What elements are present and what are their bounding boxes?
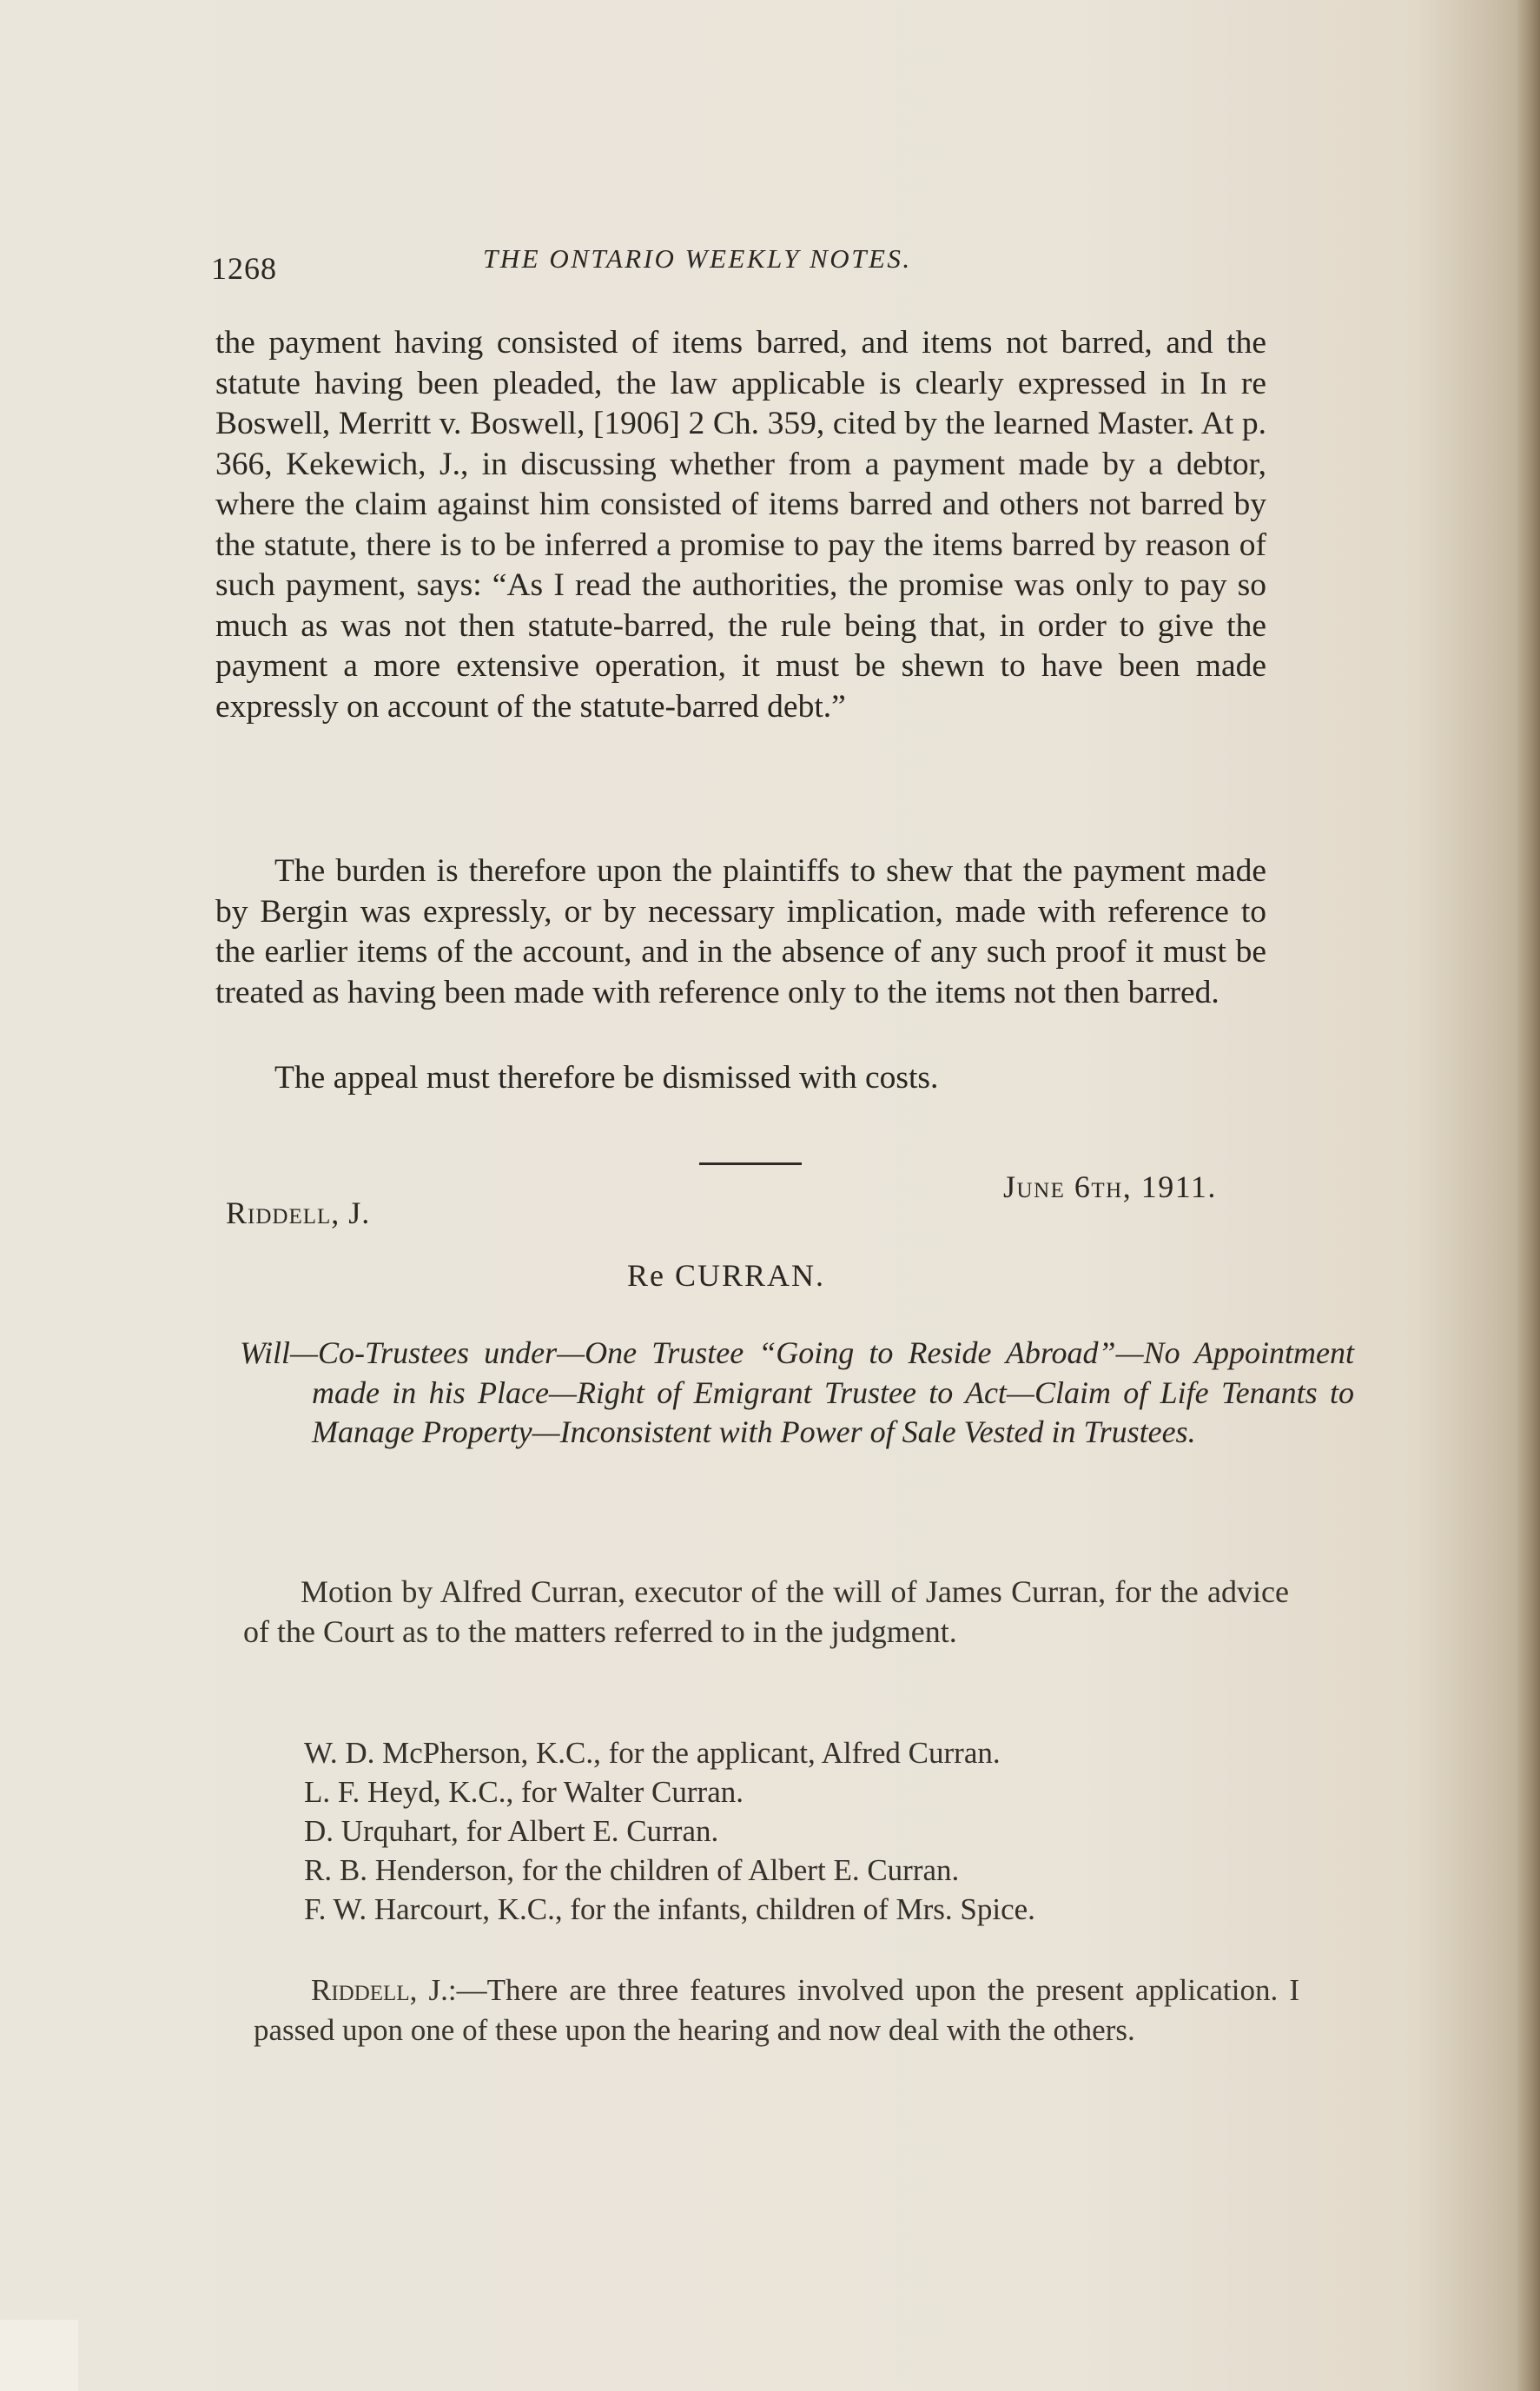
page-edge-shadow xyxy=(1516,0,1540,2391)
paragraph-dismissal: The appeal must therefore be dismissed with costs. xyxy=(274,1060,939,1096)
judgment-text: :—There are three features involved upon the present application. I passed upon one of these upon the hearing and now deal with the others. xyxy=(254,1973,1299,2047)
judge-name: Riddell, J. xyxy=(226,1196,371,1230)
counsel-entry: D. Urquhart, for Albert E. Curran. xyxy=(304,1814,719,1848)
case-title: Re CURRAN. xyxy=(627,1258,826,1293)
judgment-speaker: Riddell, J. xyxy=(311,1973,448,2007)
paragraph-continued: the payment having consisted of items barred, and items not barred, and the statute having been pleaded, the law applicable is clearly expressed in In re Boswell, Merritt v. Boswell, [1906] 2 Ch. 359, cited by the learned Master. At p. 366, Kekewich, J., in discussing whether from a payment made by a debtor, where the claim against him consisted of items barred and others not barred by the statute, there is to be inferred a promise to pay the items barred by reason of such payment, says: “As I read the authorities, the promise was only to pay so much as was not then statute-barred, the rule being that, in order to give the payment a more extensive operation, it must be shewn to have been made expressly on account of the statute-barred debt.” xyxy=(215,325,1266,725)
decision-date: June 6th, 1911. xyxy=(1003,1169,1217,1204)
page-header xyxy=(211,243,1271,295)
paragraph-burden: The burden is therefore upon the plaintiffs to shew that the payment made by Bergin was expressly, or by necessary implication, made with reference to the earlier items of the account, and in the absence of any such proof it must be treated as having been made with reference only to the items not then barred. xyxy=(215,853,1266,1010)
counsel-list xyxy=(304,1733,1294,1929)
counsel-entry: F. W. Harcourt, K.C., for the infants, children of Mrs. Spice. xyxy=(304,1892,1035,1926)
case-headnote: Will—Co-Trustees under—One Trustee “Going to Reside Abroad”—No Appointment made in his Place—Right of Emigrant Trustee to Act—Claim of Life Tenants to Manage Property—Inconsistent with Power of Sale Vested in Trustees. xyxy=(240,1335,1354,1449)
page-number: 1268 xyxy=(211,251,277,286)
section-divider xyxy=(699,1162,802,1165)
counsel-entry: R. B. Henderson, for the children of Albert E. Curran. xyxy=(304,1853,960,1887)
motion-paragraph: Motion by Alfred Curran, executor of the will of James Curran, for the advice of the Court as to the matters referred to in the judgment. xyxy=(243,1574,1289,1649)
judgment-paragraph xyxy=(254,1970,1299,2050)
running-title: THE ONTARIO WEEKLY NOTES. xyxy=(483,243,912,274)
scan-corner xyxy=(0,2320,78,2391)
counsel-entry: L. F. Heyd, K.C., for Walter Curran. xyxy=(304,1775,744,1809)
counsel-entry: W. D. McPherson, K.C., for the applicant, Alfred Curran. xyxy=(304,1736,1001,1770)
